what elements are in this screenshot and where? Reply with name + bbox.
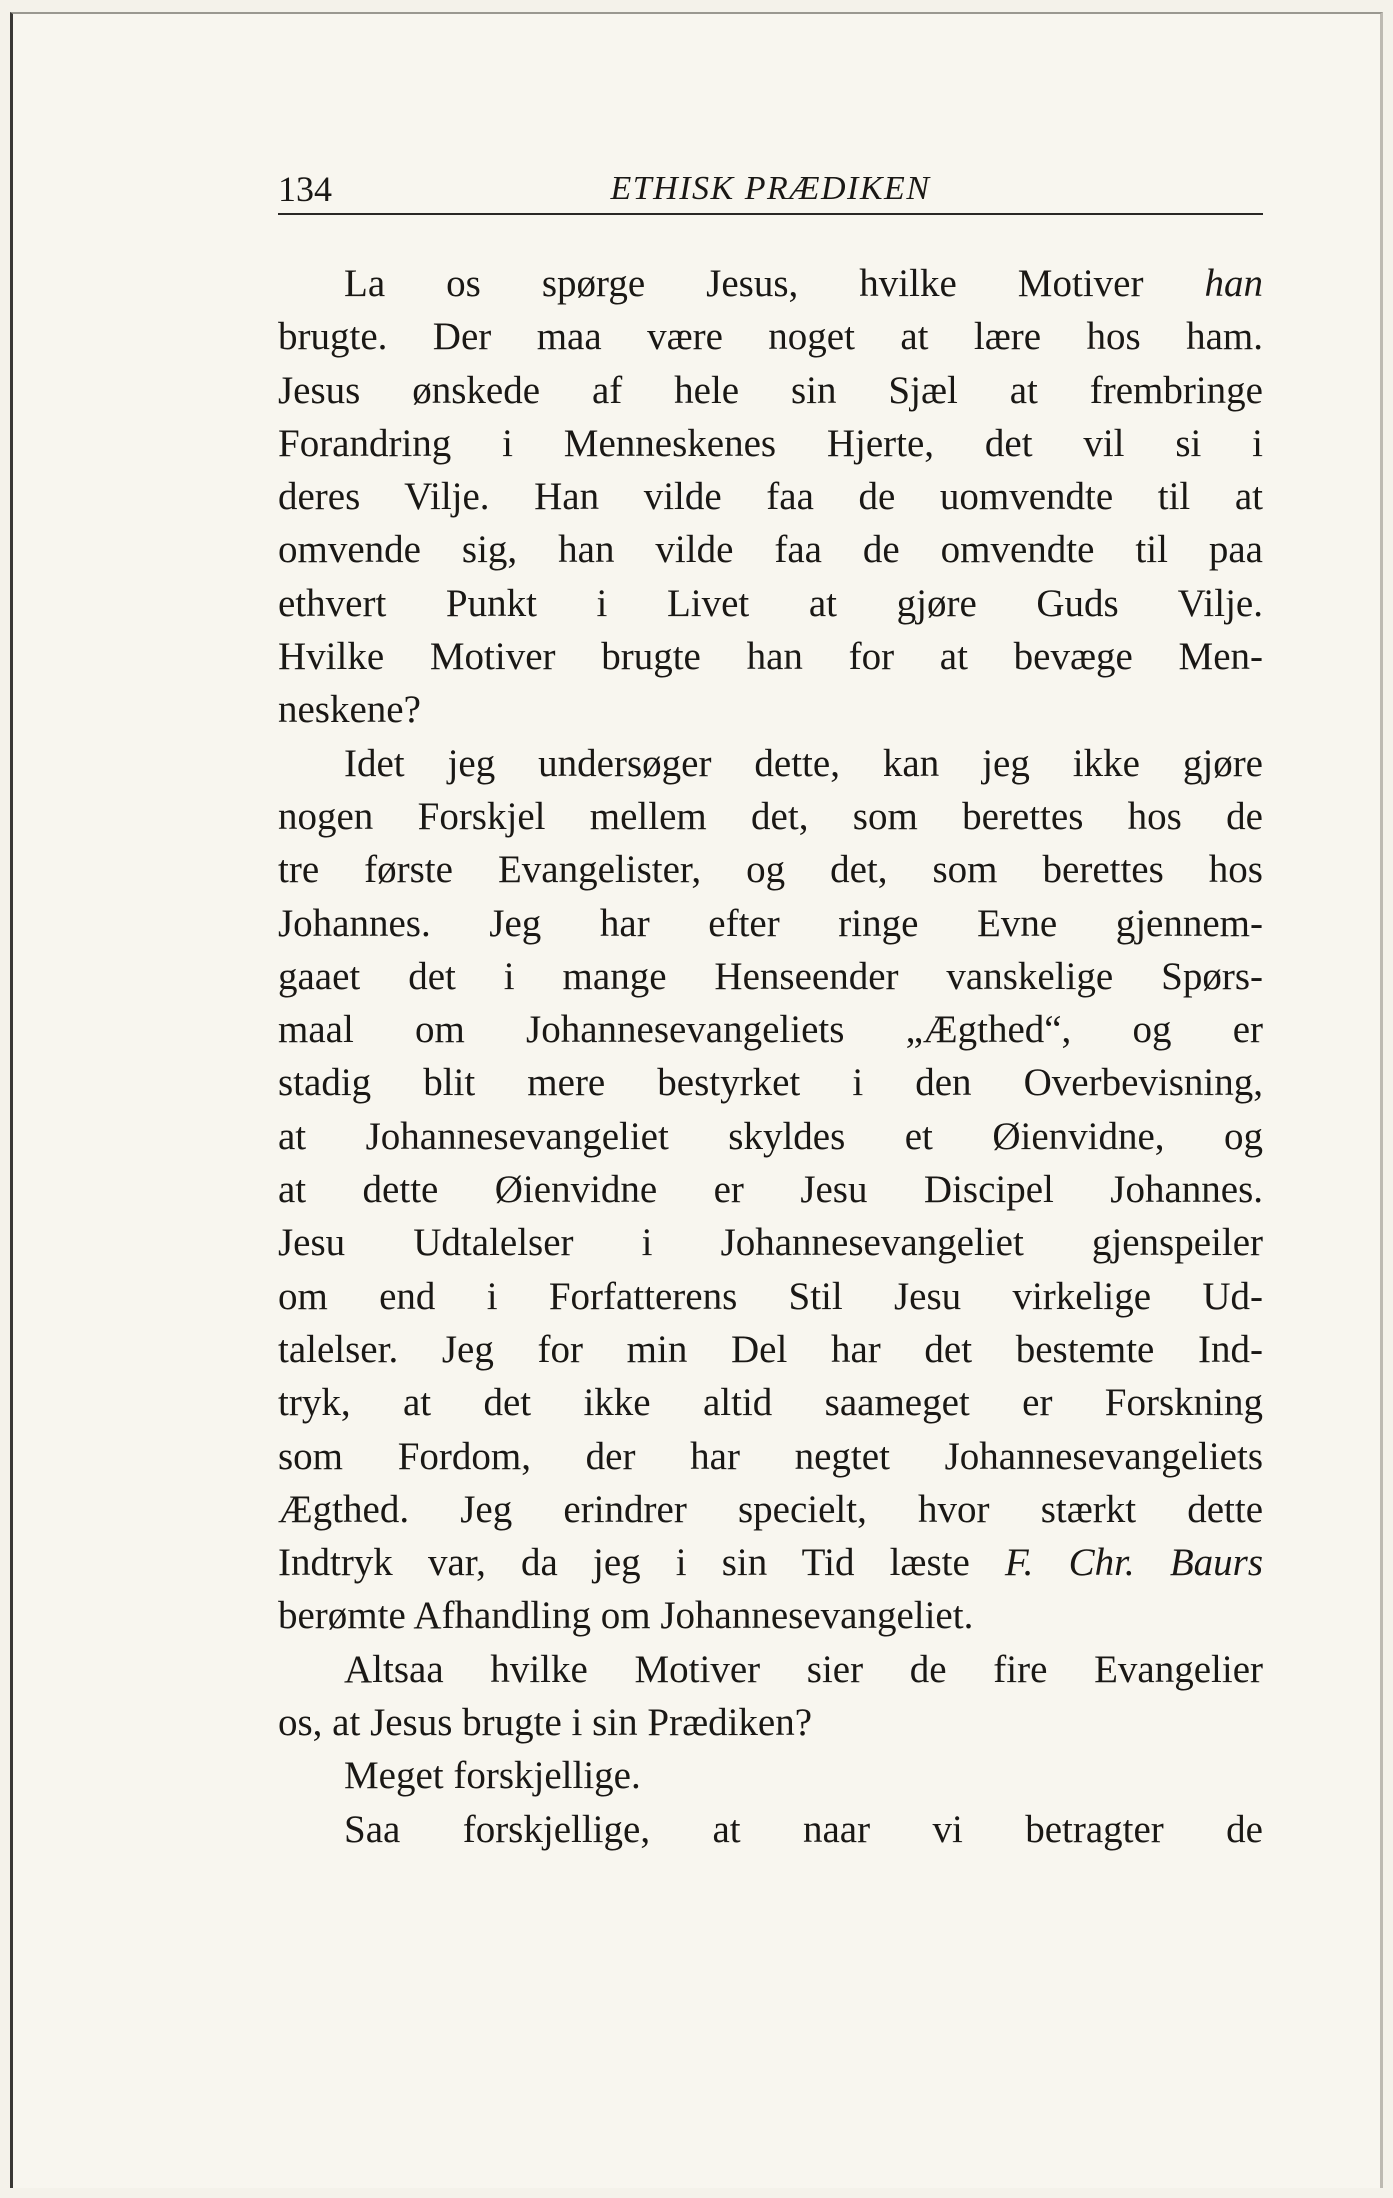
- text-run: nogen Forskjel mellem det, som berettes hos de: [278, 794, 1263, 838]
- text-run: neskene?: [278, 688, 421, 732]
- text-run: gaaet det i mange Henseender vanskelige Spørs-: [278, 954, 1263, 998]
- text-run: tre første Evangelister, og det, som berettes hos: [278, 848, 1263, 892]
- text-run: deres Vilje. Han vilde faa de uomvendte til at: [278, 475, 1263, 519]
- text-line: [278, 523, 1263, 576]
- text-line: [278, 257, 1263, 310]
- text-line: [278, 364, 1263, 417]
- text-line: [278, 737, 1263, 790]
- text-line: [278, 1749, 1263, 1802]
- text-run: os, at Jesus brugte i sin Prædiken?: [278, 1701, 813, 1745]
- text-run: Indtryk var, da jeg i sin Tid læste: [278, 1541, 1005, 1585]
- text-line: [278, 1110, 1263, 1163]
- text-line: [278, 310, 1263, 363]
- page-header: [278, 165, 1263, 215]
- italic-text: F. Chr. Baurs: [1004, 1541, 1263, 1585]
- text-line: [278, 1376, 1263, 1429]
- paragraph: [278, 737, 1263, 1643]
- text-line: [278, 1216, 1263, 1269]
- text-line: [278, 577, 1263, 630]
- text-line: [278, 1270, 1263, 1323]
- text-run: Forandring i Menneskenes Hjerte, det vil si i: [278, 421, 1263, 465]
- text-run: Johannes. Jeg har efter ringe Evne gjennem-: [278, 901, 1263, 945]
- text-run: talelser. Jeg for min Del har det bestemte Ind-: [278, 1327, 1263, 1371]
- paragraph: [278, 1749, 1263, 1802]
- text-run: Idet jeg undersøger dette, kan jeg ikke gjøre: [344, 741, 1263, 785]
- text-line: [278, 1589, 1263, 1642]
- text-run: maal om Johannesevangeliets „Ægthed“, og er: [278, 1008, 1263, 1052]
- text-run: om end i Forfatterens Stil Jesu virkelige Ud-: [278, 1274, 1263, 1318]
- running-title: ETHISK PRÆDIKEN: [610, 170, 931, 207]
- text-line: [278, 1483, 1263, 1536]
- text-line: [278, 1536, 1263, 1589]
- text-run: tryk, at det ikke altid saameget er Forskning: [278, 1381, 1263, 1425]
- text-run: berømte Afhandling om Johannesevangeliet.: [278, 1594, 974, 1638]
- text-line: [278, 417, 1263, 470]
- text-run: brugte. Der maa være noget at lære hos ham.: [278, 315, 1263, 359]
- text-run: som Fordom, der har negtet Johannesevangeliets: [278, 1434, 1263, 1478]
- text-run: Ægthed. Jeg erindrer specielt, hvor stærkt dette: [278, 1487, 1263, 1531]
- text-run: at dette Øienvidne er Jesu Discipel Johannes.: [278, 1168, 1263, 1212]
- text-run: ethvert Punkt i Livet at gjøre Guds Vilje.: [278, 581, 1263, 625]
- text-line: [278, 1430, 1263, 1483]
- text-line: [278, 470, 1263, 523]
- text-run: omvende sig, han vilde faa de omvendte til paa: [278, 528, 1263, 572]
- body-text: [278, 257, 1263, 1856]
- text-line: [278, 843, 1263, 896]
- text-run: Saa forskjellige, at naar vi betragter de: [344, 1807, 1263, 1851]
- text-line: [278, 1803, 1263, 1856]
- text-line: [278, 897, 1263, 950]
- paragraph: [278, 1643, 1263, 1750]
- text-line: [278, 1003, 1263, 1056]
- text-line: [278, 683, 1263, 736]
- text-run: Meget forskjellige.: [344, 1754, 641, 1798]
- text-run: Jesu Udtalelser i Johannesevangeliet gjenspeiler: [278, 1221, 1263, 1265]
- paragraph: [278, 1803, 1263, 1856]
- text-run: Hvilke Motiver brugte han for at bevæge Men-: [278, 635, 1263, 679]
- text-line: [278, 1323, 1263, 1376]
- text-run: Altsaa hvilke Motiver sier de fire Evangelier: [344, 1647, 1263, 1691]
- text-line: [278, 790, 1263, 843]
- text-run: stadig blit mere bestyrket i den Overbevisning,: [278, 1061, 1263, 1105]
- paragraph: [278, 257, 1263, 737]
- text-line: [278, 1163, 1263, 1216]
- text-line: [278, 1696, 1263, 1749]
- text-line: [278, 1056, 1263, 1109]
- text-run: at Johannesevangeliet skyldes et Øienvidne, og: [278, 1114, 1263, 1158]
- text-line: [278, 1643, 1263, 1696]
- text-line: [278, 950, 1263, 1003]
- text-run: La os spørge Jesus, hvilke Motiver: [344, 262, 1205, 305]
- text-run: Jesus ønskede af hele sin Sjæl at frembringe: [278, 368, 1263, 412]
- text-line: [278, 630, 1263, 683]
- italic-text: han: [1204, 262, 1263, 305]
- page-number: 134: [278, 169, 332, 209]
